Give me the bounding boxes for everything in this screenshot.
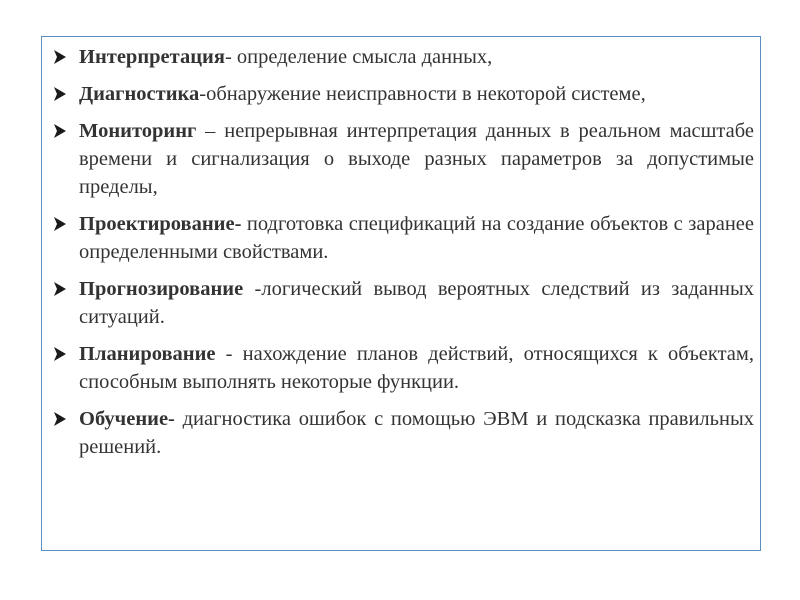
item-text: -логический вывод вероятных следствий из заданных ситуаций. <box>79 278 754 328</box>
arrowhead-bullet-icon <box>51 275 69 303</box>
list-item <box>51 210 754 266</box>
arrowhead-bullet-icon <box>51 117 69 145</box>
item-term: Мониторинг <box>79 120 197 142</box>
content-frame <box>41 36 761 551</box>
list-item <box>51 80 754 108</box>
item-text: – непрерывная интерпретация данных в реальном масштабе времени и сигнализация о выходе разных параметров за допустимые пределы, <box>79 120 754 198</box>
list-item <box>51 405 754 461</box>
item-term: Обучение- <box>79 408 175 430</box>
list-item <box>51 275 754 331</box>
item-term: Интерпретация <box>79 46 225 68</box>
item-text: - нахождение планов действий, относящихся к объектам, способным выполнять некоторые функции. <box>79 343 754 393</box>
item-text: - определение смысла данных, <box>224 46 493 68</box>
item-text: диагностика ошибок с помощью ЭВМ и подсказка правильных решений. <box>79 408 754 458</box>
definition-list <box>51 43 754 470</box>
arrowhead-bullet-icon <box>51 210 69 238</box>
arrowhead-bullet-icon <box>51 405 69 433</box>
item-text: подготовка спецификаций на создание объектов с заранее определенными свойствами. <box>79 213 754 263</box>
list-item <box>51 340 754 396</box>
list-item <box>51 117 754 201</box>
item-term: Планирование <box>79 343 216 365</box>
item-term: Прогнозирование <box>79 278 255 300</box>
item-text: -обнаружение неисправности в некоторой системе, <box>199 83 646 105</box>
list-item <box>51 43 754 71</box>
arrowhead-bullet-icon <box>51 80 69 108</box>
arrowhead-bullet-icon <box>51 340 69 368</box>
item-term: Диагностика <box>79 83 200 105</box>
arrowhead-bullet-icon <box>51 43 69 71</box>
item-term: Проектирование- <box>79 213 242 235</box>
